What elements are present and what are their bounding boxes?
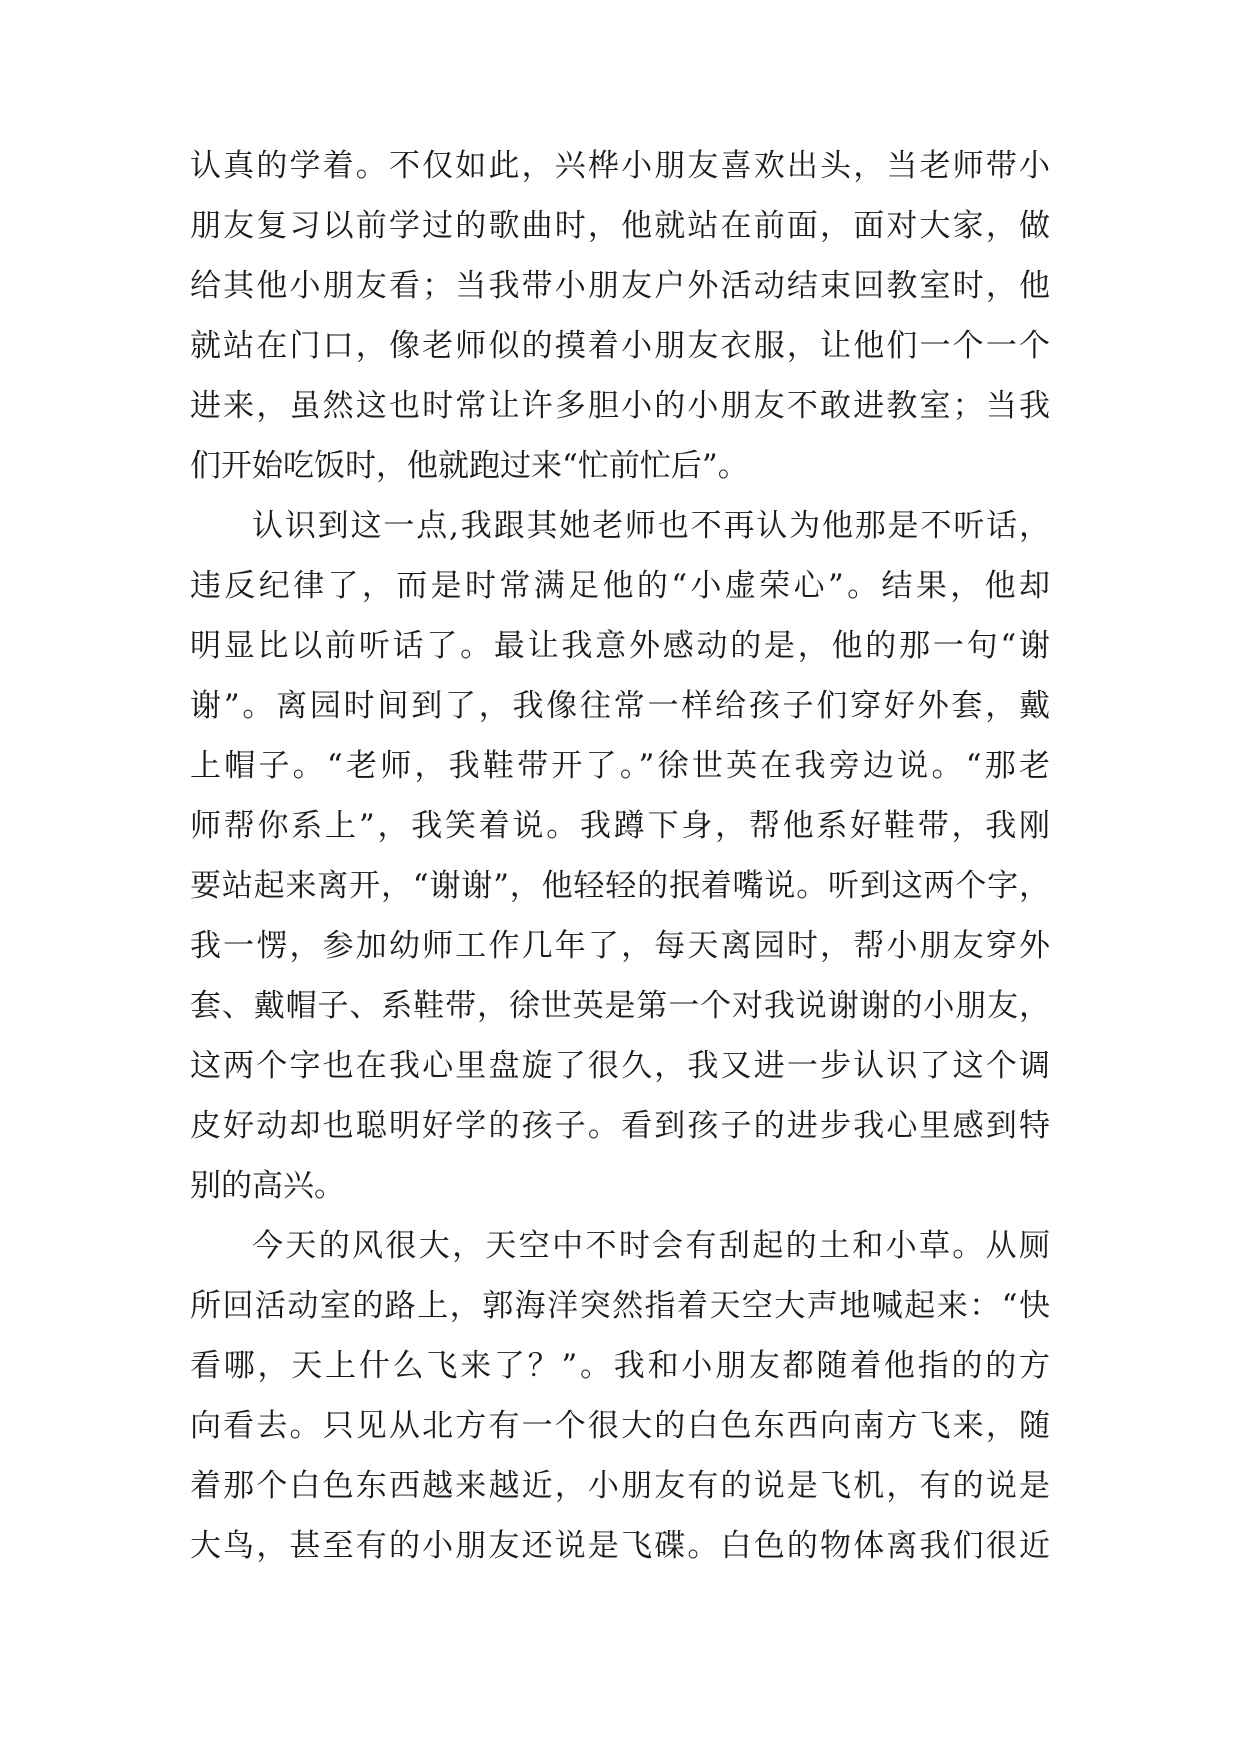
text-line: 给其他小朋友看；当我带小朋友户外活动结束回教室时，他 xyxy=(190,268,1050,304)
text-line: 要站起来离开，“谢谢”，他轻轻的抿着嘴说。听到这两个字， xyxy=(190,868,1050,904)
text-line: 师帮你系上”，我笑着说。我蹲下身，帮他系好鞋带，我刚 xyxy=(190,808,1050,844)
paragraph-first-line: 认识到这一点,我跟其她老师也不再认为他那是不听话， xyxy=(252,508,1050,544)
text-line: 上帽子。“老师，我鞋带开了。”徐世英在我旁边说。“那老 xyxy=(190,748,1050,784)
text-line: 皮好动却也聪明好学的孩子。看到孩子的进步我心里感到特 xyxy=(190,1108,1050,1144)
text-line: 就站在门口，像老师似的摸着小朋友衣服，让他们一个一个 xyxy=(190,328,1050,364)
text-line: 别的高兴。 xyxy=(190,1168,345,1204)
text-line: 进来，虽然这也时常让许多胆小的小朋友不敢进教室；当我 xyxy=(190,388,1050,424)
text-line: 们开始吃饭时，他就跑过来“忙前忙后”。 xyxy=(190,448,749,484)
document-body xyxy=(190,136,1050,1576)
text-line: 看哪，天上什么飞来了？”。我和小朋友都随着他指的的方 xyxy=(190,1348,1050,1384)
text-line: 明显比以前听话了。最让我意外感动的是，他的那一句“谢 xyxy=(190,628,1050,664)
text-line: 谢”。离园时间到了，我像往常一样给孩子们穿好外套，戴 xyxy=(190,688,1050,724)
text-line: 这两个字也在我心里盘旋了很久，我又进一步认识了这个调 xyxy=(190,1048,1050,1084)
text-line: 套、戴帽子、系鞋带，徐世英是第一个对我说谢谢的小朋友， xyxy=(190,988,1050,1024)
text-line: 朋友复习以前学过的歌曲时，他就站在前面，面对大家，做 xyxy=(190,208,1050,244)
text-line: 着那个白色东西越来越近，小朋友有的说是飞机，有的说是 xyxy=(190,1468,1050,1504)
text-line: 认真的学着。不仅如此，兴桦小朋友喜欢出头，当老师带小 xyxy=(190,148,1050,184)
text-line: 违反纪律了，而是时常满足他的“小虚荣心”。结果，他却 xyxy=(190,568,1050,604)
text-line: 所回活动室的路上，郭海洋突然指着天空大声地喊起来：“快 xyxy=(190,1288,1050,1324)
text-line: 大鸟，甚至有的小朋友还说是飞碟。白色的物体离我们很近 xyxy=(190,1528,1050,1564)
text-line: 向看去。只见从北方有一个很大的白色东西向南方飞来，随 xyxy=(190,1408,1050,1444)
text-line: 我一愣，参加幼师工作几年了，每天离园时，帮小朋友穿外 xyxy=(190,928,1050,964)
paragraph-first-line: 今天的风很大，天空中不时会有刮起的土和小草。从厕 xyxy=(252,1228,1050,1264)
